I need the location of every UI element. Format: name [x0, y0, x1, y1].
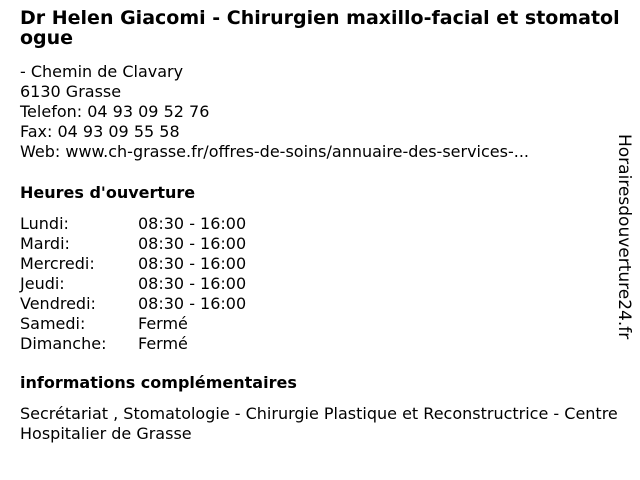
hours-row-sunday	[20, 334, 620, 354]
day-label: Mercredi:	[20, 254, 95, 273]
phone-number: Telefon: 04 93 09 52 76	[20, 102, 210, 121]
day-label: Samedi:	[20, 314, 86, 333]
hours-row-wednesday	[20, 254, 620, 274]
address-block	[20, 62, 620, 162]
page-title: Dr Helen Giacomi - Chirurgien maxillo-facial et stomatologue	[20, 7, 620, 49]
city-address: 6130 Grasse	[20, 82, 122, 101]
time-value: 08:30 - 16:00	[138, 214, 247, 233]
fax-number: Fax: 04 93 09 55 58	[20, 122, 180, 141]
time-value: 08:30 - 16:00	[138, 274, 247, 293]
info-text: Secrétariat , Stomatologie - Chirurgie Plastique et Reconstructrice - Centre Hospitalier de Grasse	[20, 404, 618, 443]
hours-row-tuesday	[20, 234, 620, 254]
time-value: 08:30 - 16:00	[138, 234, 247, 253]
street-address: - Chemin de Clavary	[20, 62, 184, 81]
hours-table	[20, 214, 620, 354]
day-label: Vendredi:	[20, 294, 96, 313]
hours-row-thursday	[20, 274, 620, 294]
time-value: 08:30 - 16:00	[138, 294, 247, 313]
business-card	[20, 8, 620, 444]
day-label: Lundi:	[20, 214, 69, 233]
time-value: Fermé	[138, 314, 188, 333]
info-heading: informations complémentaires	[20, 373, 297, 392]
day-label: Jeudi:	[20, 274, 65, 293]
time-value: Fermé	[138, 334, 188, 353]
day-label: Dimanche:	[20, 334, 107, 353]
hours-row-friday	[20, 294, 620, 314]
site-watermark: Horairesdouverture24.fr	[614, 134, 634, 340]
website-link: Web: www.ch-grasse.fr/offres-de-soins/annuaire-des-services-...	[20, 142, 529, 161]
hours-heading: Heures d'ouverture	[20, 183, 196, 202]
day-label: Mardi:	[20, 234, 70, 253]
hours-row-monday	[20, 214, 620, 234]
time-value: 08:30 - 16:00	[138, 254, 247, 273]
hours-row-saturday	[20, 314, 620, 334]
